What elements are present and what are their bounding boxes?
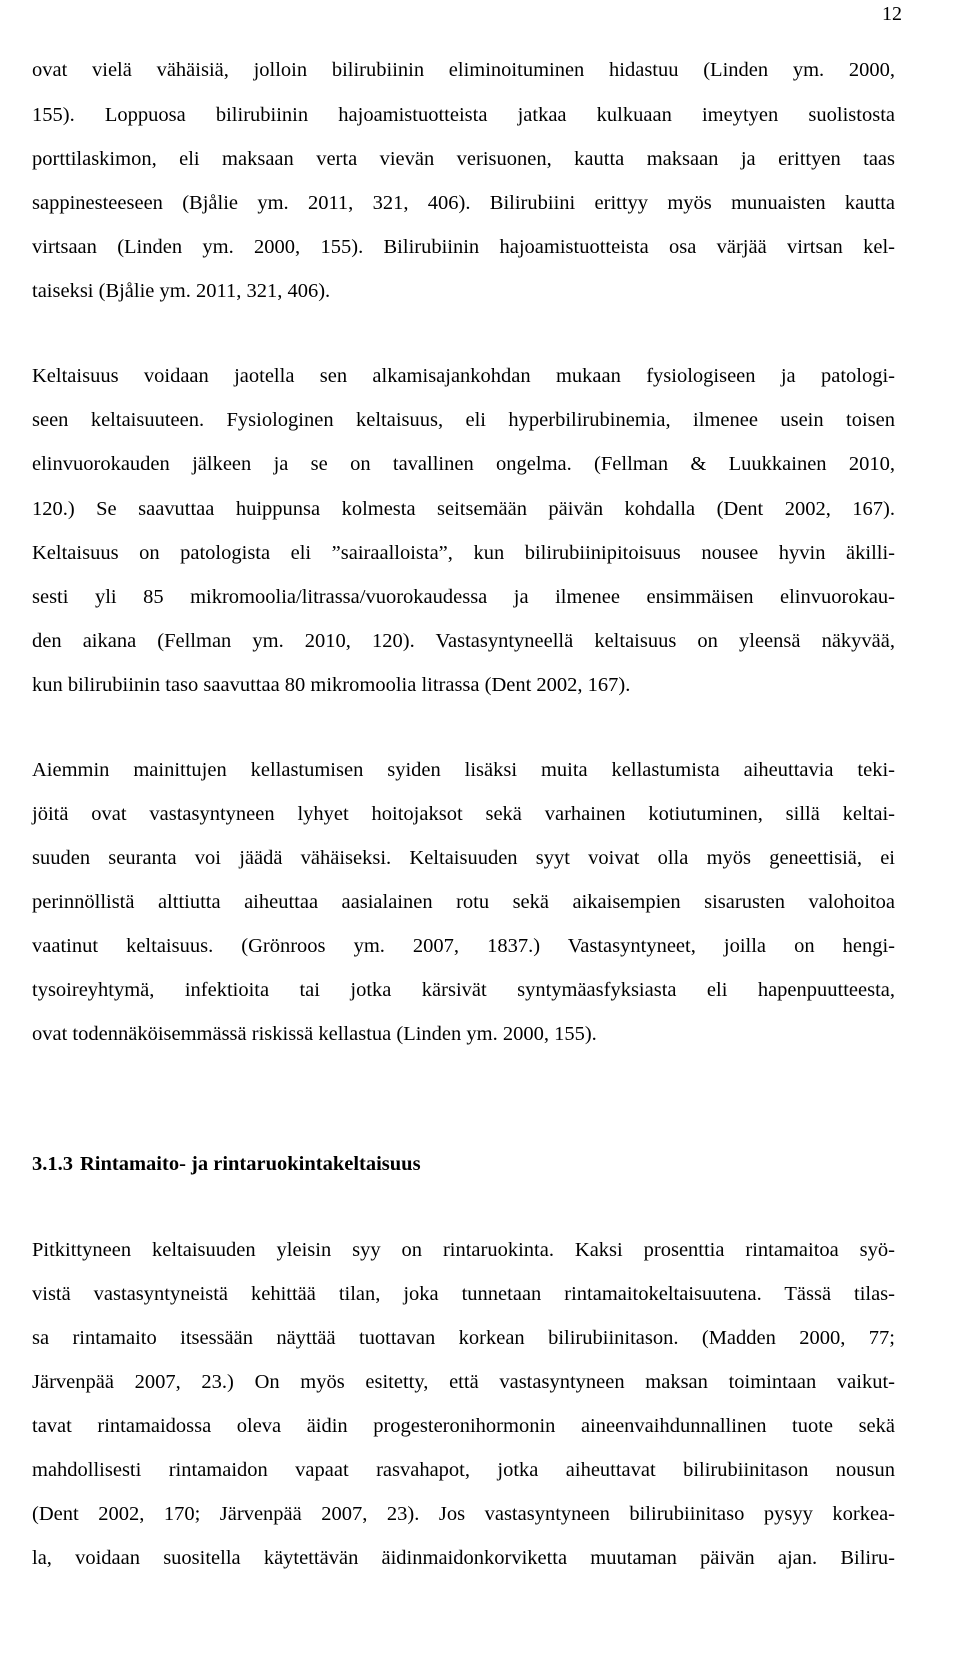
page-number: 12 bbox=[882, 3, 902, 25]
text-line: tavat rintamaidossa oleva äidin progesteronihormonin aineenvaihdunnallinen tuote sekä bbox=[32, 1415, 895, 1437]
text-line: (Dent 2002, 170; Järvenpää 2007, 23). Jos vastasyntyneen bilirubiinitaso pysyy korkea- bbox=[32, 1503, 895, 1525]
text-line: sesti yli 85 mikromoolia/litrassa/vuorokaudessa ja ilmenee ensimmäisen elinvuorokau- bbox=[32, 586, 895, 608]
text-line: seen keltaisuuteen. Fysiologinen keltaisuus, eli hyperbilirubinemia, ilmenee usein toisen bbox=[32, 409, 895, 431]
text-line: virtsaan (Linden ym. 2000, 155). Bilirubiinin hajoamistuotteista osa värjää virtsan kel- bbox=[32, 236, 895, 258]
text-line: vaatinut keltaisuus. (Grönroos ym. 2007, 1837.) Vastasyntyneet, joilla on hengi- bbox=[32, 935, 895, 957]
text-line: jöitä ovat vastasyntyneen lyhyet hoitojaksot sekä varhainen kotiutuminen, sillä keltai- bbox=[32, 803, 895, 825]
text-line: Järvenpää 2007, 23.) On myös esitetty, että vastasyntyneen maksan toimintaan vaikut- bbox=[32, 1371, 895, 1393]
text-line: sa rintamaito itsessään näyttää tuottavan korkean bilirubiinitason. (Madden 2000, 77; bbox=[32, 1327, 895, 1349]
text-line: Pitkittyneen keltaisuuden yleisin syy on rintaruokinta. Kaksi prosenttia rintamaitoa syö- bbox=[32, 1239, 895, 1261]
section-title: Rintamaito- ja rintaruokintakeltaisuus bbox=[80, 1153, 421, 1175]
text-line: la, voidaan suositella käytettävän äidinmaidonkorviketta muutaman päivän ajan. Biliru- bbox=[32, 1547, 895, 1569]
text-line: elinvuorokauden jälkeen ja se on tavallinen ongelma. (Fellman & Luukkainen 2010, bbox=[32, 453, 895, 475]
text-line: Keltaisuus voidaan jaotella sen alkamisajankohdan mukaan fysiologiseen ja patologi- bbox=[32, 365, 895, 387]
text-line: mahdollisesti rintamaidon vapaat rasvahapot, jotka aiheuttavat bilirubiinitason nousun bbox=[32, 1459, 895, 1481]
text-line: den aikana (Fellman ym. 2010, 120). Vastasyntyneellä keltaisuus on yleensä näkyvää, bbox=[32, 630, 895, 652]
text-line: ovat todennäköisemmässä riskissä kellastua (Linden ym. 2000, 155). bbox=[32, 1023, 597, 1045]
section-number: 3.1.3 bbox=[32, 1153, 73, 1175]
text-line: kun bilirubiinin taso saavuttaa 80 mikromoolia litrassa (Dent 2002, 167). bbox=[32, 674, 631, 696]
text-line: Keltaisuus on patologista eli ”sairaalloista”, kun bilirubiinipitoisuus nousee hyvin äkilli- bbox=[32, 542, 895, 564]
text-line: taiseksi (Bjålie ym. 2011, 321, 406). bbox=[32, 280, 331, 302]
text-line: tysoireyhtymä, infektioita tai jotka kärsivät syntymäasfyksiasta eli hapenpuutteesta, bbox=[32, 979, 895, 1001]
text-line: 120.) Se saavuttaa huippunsa kolmesta seitsemään päivän kohdalla (Dent 2002, 167). bbox=[32, 498, 895, 520]
text-line: ovat vielä vähäisiä, jolloin bilirubiinin eliminoituminen hidastuu (Linden ym. 2000, bbox=[32, 59, 895, 81]
text-line: porttilaskimon, eli maksaan verta vievän verisuonen, kautta maksaan ja erittyen taas bbox=[32, 148, 895, 170]
text-line: 155). Loppuosa bilirubiinin hajoamistuotteista jatkaa kulkuaan imeytyen suolistosta bbox=[32, 104, 895, 126]
text-line: vistä vastasyntyneistä kehittää tilan, joka tunnetaan rintamaitokeltaisuutena. Tässä tilas- bbox=[32, 1283, 895, 1305]
text-line: sappinesteeseen (Bjålie ym. 2011, 321, 406). Bilirubiini erittyy myös munuaisten kautta bbox=[32, 192, 895, 214]
text-line: suuden seuranta voi jäädä vähäiseksi. Keltaisuuden syyt voivat olla myös geneettisiä, ei bbox=[32, 847, 895, 869]
text-line: Aiemmin mainittujen kellastumisen syiden lisäksi muita kellastumista aiheuttavia teki- bbox=[32, 759, 895, 781]
text-line: perinnöllistä alttiutta aiheuttaa aasialainen rotu sekä aikaisempien sisarusten valohoitoa bbox=[32, 891, 895, 913]
